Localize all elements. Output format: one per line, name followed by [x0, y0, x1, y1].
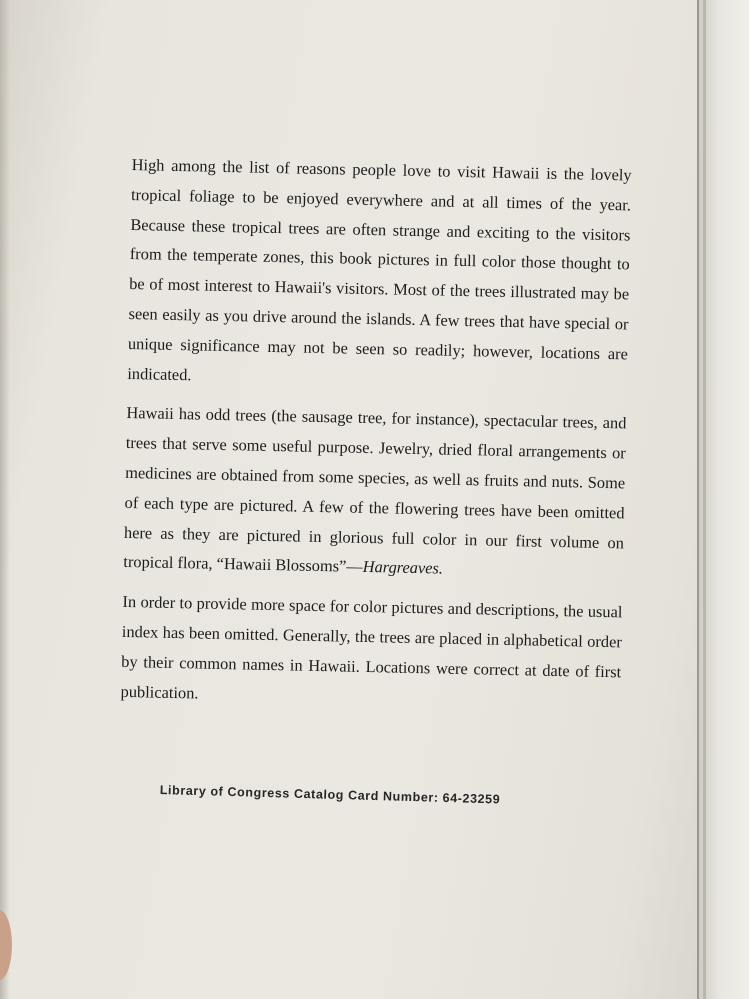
- preface-text: [120, 150, 632, 727]
- paragraph-2-text: Hawaii has odd trees (the sausage tree, for instance), spectacular trees, and trees that serve some useful purpose. Jewelry, dried floral arrangements or medicines are obtained from some species, as well as fruits and nuts. Some of each type are pictured. A few of the flowering trees have been omitted here as they are pictured in glorious full color in our first volume on tropical flora, “Hawaii Blossoms”—: [123, 403, 627, 577]
- adjacent-page-edge: [697, 0, 749, 999]
- page-edge-band: [703, 0, 706, 999]
- paragraph-2-author: Hargreaves.: [362, 557, 444, 578]
- paragraph-2: [123, 398, 627, 587]
- thumb-holding-book: [0, 910, 12, 980]
- paragraph-3: In order to provide more space for color pictures and descriptions, the usual index has been omitted. Generally, the trees are placed in alphabetical order by their common names in Hawaii. Locations were correct at date of first publication.: [120, 592, 623, 703]
- library-of-congress-catalog-number: Library of Congress Catalog Card Number: 64-23259: [159, 783, 501, 807]
- page-gutter-shadow: [0, 0, 10, 999]
- paragraph-1: High among the list of reasons people love to visit Hawaii is the lovely tropical foliage to be enjoyed everywhere and at all times of the year. Because these tropical trees are often strange and exciting to the visitors from the temperate zones, this book pictures in full color those thought to be of most interest to Hawaii's visitors. Most of the trees illustrated may be seen easily as you drive around the islands. A few trees that have special or unique significance may not be seen so readily; however, locations are indicated.: [127, 154, 632, 384]
